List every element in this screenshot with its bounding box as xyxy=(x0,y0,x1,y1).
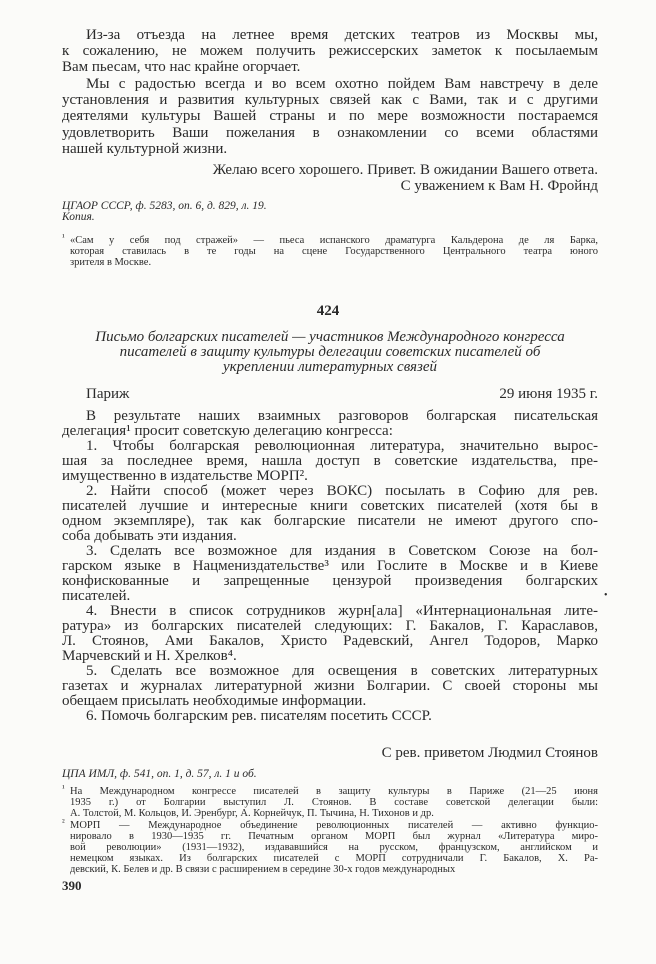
text-line: 5. Сделать все возможное для освещения в советских литературных xyxy=(86,663,598,679)
paragraph-cultural-ties xyxy=(62,76,598,157)
footnote-2 xyxy=(62,817,598,875)
text-line: вой революции» (1931—1932), издававшийся на русском, французском, английском и xyxy=(70,842,598,853)
text-line: 2. Найти способ (может через ВОКС) посылать в Софию для рев. xyxy=(86,483,598,499)
text-line: ЦПА ИМЛ, ф. 541, оп. 1, д. 57, л. 1 и об. xyxy=(62,768,257,780)
date: 29 июня 1935 г. xyxy=(499,386,598,402)
text-line: Из-за отъезда на летнее время детских театров из Москвы мы, xyxy=(86,27,598,43)
text-line: к сожалению, не можем получить режиссерских заметок к посылаемым xyxy=(62,43,598,59)
paragraph-theatres xyxy=(62,27,598,75)
text-line: Копия. xyxy=(62,211,95,223)
text-line: которая ставилась в те годы на сцене Государственного Центрального театра юного xyxy=(70,246,598,257)
item-5 xyxy=(62,664,598,709)
item-4 xyxy=(62,604,598,664)
letter-body xyxy=(62,409,598,724)
footnote-marker: ¹ xyxy=(62,783,65,793)
text-line: установления и развития культурных связей как с Вами, так и с другими xyxy=(62,92,598,109)
text-line: Марчевский и Н. Хрелков⁴. xyxy=(62,648,237,664)
text-line: нашей культурной жизни. xyxy=(62,140,228,157)
text-line: 1. Чтобы болгарская революционная литература, значительно вырос- xyxy=(86,438,598,454)
text-line: конфискованные и запрещенные цензурой произведения болгарских xyxy=(62,573,598,589)
text-line: 4. Внести в список сотрудников журн[ала] «Интернациональная лите- xyxy=(86,603,598,619)
footnote-1 xyxy=(62,783,598,819)
footnote-text xyxy=(62,817,598,875)
footnote-marker: ¹ xyxy=(62,232,65,242)
item-3 xyxy=(62,544,598,604)
scan-mark: • xyxy=(604,590,608,601)
text-line: укреплении литературных связей xyxy=(222,359,437,375)
text-line: обещаем присылать необходимые информации. xyxy=(62,693,367,709)
text-line: С рев. приветом Людмил Стоянов xyxy=(381,745,598,761)
text-line: МОРП — Международное объединение революционных писателей — активно функцио- xyxy=(70,820,598,831)
text-line: писателей лучшие и интересные книги советских писателей (хотя бы в xyxy=(62,498,598,514)
text-line: писателей в защиту культуры делегации советских писателей об xyxy=(119,344,541,360)
text-line: Мы с радостью всегда и во всем охотно пойдем Вам навстречу в деле xyxy=(86,76,598,92)
text-line: немецком языках. Из болгарских писателей с МОРП сотрудничали Г. Бакалов, Х. Ра- xyxy=(70,853,598,864)
document-number: 424 xyxy=(316,303,340,319)
text-line: нировало в 1930—1935 гг. Печатным органом МОРП был журнал «Литература миро- xyxy=(70,831,598,842)
text-line: Вам пьесам, что нас крайне огорчает. xyxy=(62,59,301,75)
text-line: В результате наших взаимных разговоров болгарская писательская xyxy=(86,408,598,424)
archive-reference-2 xyxy=(62,769,598,780)
text-line: делегация¹ просит советскую делегацию конгресса: xyxy=(62,423,393,439)
place: Париж xyxy=(86,386,130,402)
footnote-text xyxy=(62,783,598,819)
text-line: 6. Помочь болгарским рев. писателям посетить СССР. xyxy=(86,708,432,724)
text-line: ратура» из болгарских писателей следующих: Г. Бакалов, Г. Караславов, xyxy=(62,618,598,634)
text-line: зрителя в Москве. xyxy=(70,257,152,268)
archive-reference-1 xyxy=(62,201,598,223)
text-line: С уважением к Вам Н. Фройнд xyxy=(400,177,598,194)
text-line: газетах и журналах литературной жизни Болгарии. С своей стороны мы xyxy=(62,678,598,694)
text-line: 3. Сделать все возможное для издания в Советском Союзе на бол- xyxy=(86,543,598,559)
page-number: 390 xyxy=(62,878,82,893)
closing-signature-froind xyxy=(62,163,598,194)
text-line: Письмо болгарских писателей — участников Международного конгресса xyxy=(95,329,565,345)
text-line: имущественно в издательстве МОРП². xyxy=(62,468,308,484)
place-date-line xyxy=(86,386,598,403)
document-title xyxy=(62,330,598,375)
text-line: деятелями культуры Вашей страны и по мере возможности постараемся xyxy=(62,108,598,125)
footnote-text xyxy=(62,232,598,268)
item-6 xyxy=(62,709,598,724)
text-line: одном экземпляре), так как болгарские писатели не имеют другого спо- xyxy=(62,513,598,529)
item-1 xyxy=(62,439,598,484)
text-line: ЦГАОР СССР, ф. 5283, оп. 6, д. 829, л. 19. xyxy=(62,200,267,212)
text-line: А. Толстой, М. Кольцов, И. Эренбург, А. Корнейчук, П. Тычина, Н. Тихонов и др. xyxy=(70,808,434,819)
text-line: гарском языке в Нацмениздательстве³ или Гослите в Москве и в Киеве xyxy=(62,558,598,574)
text-line: девский, К. Белев и др. В связи с расширением в середине 30-х годов международных xyxy=(70,864,456,875)
text-line: писателей. xyxy=(62,588,131,604)
text-line: Желаю всего хорошего. Привет. В ожидании Вашего ответа. xyxy=(212,162,598,178)
text-line: Л. Стоянов, Ами Бакалов, Христо Радевский, Ангел Тодоров, Марко xyxy=(62,633,598,649)
footnote-marker: ² xyxy=(62,817,65,827)
signature-stoyanov xyxy=(62,746,598,761)
text-line: «Сам у себя под стражей» — пьеса испанского драматурга Кальдерона де ля Барка, xyxy=(70,235,598,246)
text-line: шая за последнее время, нашла доступ в советские издательства, пре- xyxy=(62,453,598,469)
text-line: соба добывать эти издания. xyxy=(62,528,237,544)
paragraph-intro xyxy=(62,409,598,439)
footnote-calderon xyxy=(62,232,598,268)
text-line: удовлетворить Ваши пожелания в ознакомлении со всеми областями xyxy=(62,124,598,141)
text-line: На Международном конгрессе писателей в защиту культуры в Париже (21—25 июня xyxy=(70,786,598,797)
item-2 xyxy=(62,484,598,544)
text-line: 1935 г.) от Болгарии выступил Л. Стоянов. В составе советской делегации были: xyxy=(70,797,598,808)
